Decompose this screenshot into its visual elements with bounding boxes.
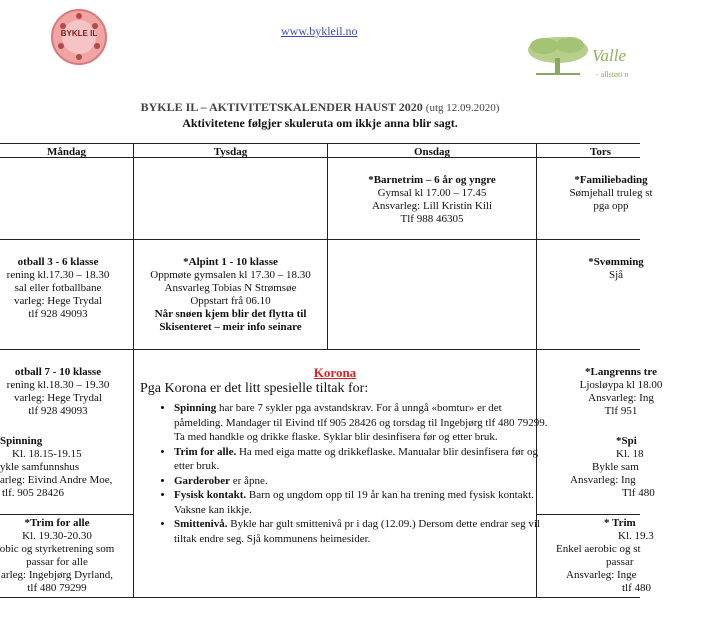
activity-title: *Familiebading	[574, 174, 648, 186]
activity-text: passar for alle	[26, 556, 88, 568]
activity-title: otball 3 - 6 klasse	[17, 256, 99, 268]
activity-langrenn	[536, 366, 706, 418]
grid-line	[0, 514, 134, 515]
activity-contact: arleg: Eivind Andre Moe,	[0, 474, 113, 486]
activity-phone: tlf 480	[622, 582, 652, 594]
activity-phone: tlf 928 49093	[28, 405, 88, 417]
korona-item-trim	[174, 445, 548, 474]
valle-tagline: - allstøtt n	[596, 70, 629, 79]
activity-title: * Trim	[604, 517, 636, 529]
page-title	[0, 100, 640, 115]
korona-item-garderober	[174, 474, 548, 489]
activity-time: Ljosløypa kl 18.00	[579, 379, 663, 391]
activity-phone: Tlf 951	[604, 405, 638, 417]
day-header-thursday: Tors	[590, 146, 611, 158]
grid-line	[0, 239, 640, 240]
activity-time: rening kl.17.30 – 18.30	[6, 269, 110, 281]
item-text: er åpne.	[230, 474, 268, 487]
activity-start: Oppstart frå 06.10	[190, 295, 271, 307]
item-heading: Garderober	[174, 474, 231, 487]
activity-note: Skisenteret – meir info seinare	[159, 321, 302, 333]
activity-contact: varleg: Hege Trydal	[14, 295, 102, 307]
activity-contact: arleg: Ingebjørg Dyrland,	[1, 569, 113, 581]
grid-line	[0, 143, 640, 144]
item-heading: Trim for alle.	[174, 445, 237, 458]
item-heading: Fysisk kontakt.	[174, 489, 247, 501]
page-subtitle: Aktivitetene følgjer skuleruta om ikkje anna blir sagt.	[182, 116, 458, 130]
activity-contact: Ansvarleg: Ing	[570, 474, 636, 486]
korona-item-spinning	[174, 401, 548, 445]
activity-contact: Ansvarleg: Inge	[566, 569, 637, 581]
day-header-tuesday: Tysdag	[213, 146, 248, 158]
item-text: har bare 7 sykler pga avstandskrav. For å unngå «bomtur» er det påmelding. Mandager til Eivind tlf 905 28426 og torsdag til Ingebjørg tlf 480 79299. Ta med handkle og drikke flaske. Syklar blir desinfisera før og etter bruk.	[174, 402, 548, 443]
activity-title: *Spi	[616, 435, 637, 447]
item-text: Ha med eiga matte og drikkeflaske. Manualar blir desinfisera før og etter bruk.	[174, 445, 538, 472]
activity-text: pga opp	[593, 200, 629, 212]
grid-line	[0, 597, 640, 598]
activity-fotball-7-10	[0, 366, 134, 418]
activity-text: passar	[606, 556, 634, 568]
activity-svomming	[536, 256, 696, 282]
grid-line	[0, 349, 640, 350]
activity-time: Gymsal kl 17.00 – 17.45	[377, 187, 487, 199]
day-header-wednesday: Onsdag	[413, 146, 451, 158]
activity-phone: tlf 928 49093	[28, 308, 88, 320]
activity-time: Kl. 19.3	[618, 530, 654, 542]
korona-title: Korona	[313, 365, 357, 380]
activity-contact: Ansvarleg: Lill Kristin Kili	[371, 200, 493, 212]
activity-phone: tlf 480 79299	[27, 582, 87, 594]
activity-title: otball 7 - 10 klasse	[14, 366, 102, 378]
activity-time: Oppmøte gymsalen kl 17.30 – 18.30	[150, 269, 311, 281]
bykle-il-logo	[50, 8, 108, 66]
activity-time: Kl. 19.30-20.30	[22, 530, 92, 542]
activity-spinning-thursday	[570, 435, 700, 500]
activity-place: Bykle sam	[592, 461, 639, 473]
valle-logo-text: Valle	[592, 46, 626, 65]
grid-line	[536, 514, 640, 515]
valle-logo	[522, 32, 640, 82]
activity-text: Enkel aerobic og st	[556, 543, 641, 555]
activity-spinning-monday	[0, 435, 120, 500]
logo-text: BYKLE IL	[60, 29, 98, 38]
item-heading: Spinning	[174, 402, 217, 414]
activity-trim-monday	[0, 517, 134, 595]
activity-fotball-3-6	[0, 256, 134, 321]
item-text: Barn og ungdom opp til 19 år kan ha trening med fysisk kontakt. Vaksne kan ikkje.	[174, 489, 534, 516]
activity-title: *Barnetrim – 6 år og yngre	[368, 174, 496, 186]
activity-barnetrim	[328, 174, 536, 226]
day-header-monday: Måndag	[46, 146, 87, 158]
korona-list	[158, 401, 548, 546]
activity-familiebading	[536, 174, 686, 213]
website-link[interactable]: www.bykleil.no	[281, 24, 358, 38]
activity-contact: Ansvarleg: Ing	[588, 392, 654, 404]
activity-phone: tlf. 905 28426	[2, 487, 65, 499]
activity-place: ykle samfunnshus	[0, 461, 80, 473]
activity-time: Kl. 18.15-19.15	[12, 448, 82, 460]
item-heading: Smittenivå.	[174, 518, 228, 530]
activity-time: rening kl.18.30 – 19.30	[6, 379, 110, 391]
activity-note: Når snøen kjem blir det flytta til	[154, 308, 307, 320]
activity-text: Sjå	[608, 269, 624, 281]
activity-title: *Svømming	[588, 256, 644, 268]
title-text: BYKLE IL – AKTIVITETSKALENDER HAUST 2020	[140, 100, 423, 114]
korona-item-smittenivaa	[174, 517, 548, 546]
activity-contact: Ansvarleg Tobias N Strømsøe	[164, 282, 297, 294]
activity-phone: Tlf 988 46305	[400, 213, 464, 225]
activity-title: *Langrenns tre	[584, 366, 657, 378]
activity-text: obic og styrketrening som	[0, 543, 115, 555]
item-text: Bykle har gult smittenivå pr i dag (12.09.) Dersom dette endrar seg vil tiltak endre seg. Sjå kommunens heimesider.	[174, 518, 540, 545]
title-date: (utg 12.09.2020)	[425, 102, 500, 114]
activity-text: Sømjehall truleg st	[569, 187, 653, 199]
activity-title: *Alpint 1 - 10 klasse	[183, 256, 278, 268]
activity-trim-thursday	[556, 517, 686, 595]
activity-contact: varleg: Hege Trydal	[14, 392, 102, 404]
korona-intro: Pga Korona er det litt spesielle tiltak for:	[140, 381, 369, 396]
activity-alpint	[134, 256, 327, 334]
activity-title: *Trim for alle	[24, 517, 90, 529]
activity-time: Kl. 18	[616, 448, 644, 460]
activity-place: sal eller fotballbane	[14, 282, 102, 294]
activity-phone: Tlf 480	[622, 487, 655, 499]
korona-item-fysisk-kontakt	[174, 488, 548, 517]
activity-title: Spinning	[0, 435, 43, 447]
